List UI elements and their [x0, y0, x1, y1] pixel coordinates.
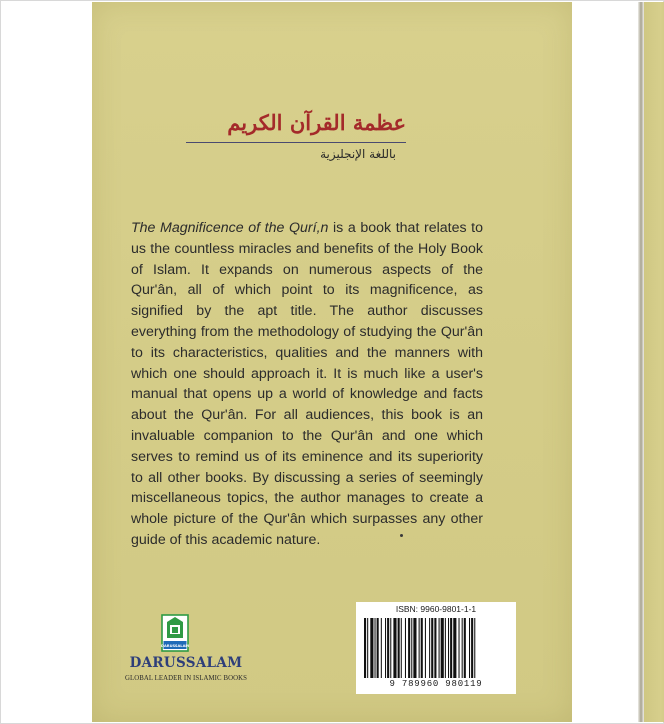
book-title-italic: The Magnificence of the Qurí,n	[131, 220, 329, 236]
barcode-bar	[471, 618, 473, 678]
barcode-bar	[413, 618, 416, 678]
ornament-dot	[400, 534, 403, 537]
barcode-bar	[387, 618, 389, 678]
arabic-subtitle: باللغة الإنجليزية	[320, 147, 396, 161]
barcode-bar	[381, 618, 382, 678]
barcode-bar	[364, 618, 366, 678]
barcode-bar	[421, 618, 423, 678]
barcode-bar	[462, 618, 463, 678]
barcode-bar	[405, 618, 406, 678]
barcode-bar	[429, 618, 430, 678]
barcode-bar	[398, 618, 400, 678]
description-text: is a book that relates to us the countless miracles and benefits of the Holy Book of Islam. It expands on numerous aspects of the Qur'ân, all of which point to its magnificence, as signified by the apt title. The author discusses everything from the methodology of studying the Qur'ân to its characteristics, qualities and the manners with which one should approach it. It is much like a user's manual that opens up a world of knowledge and facts about the Qur'ân. For all audiences, this book is an invaluable companion to the Qur'ân and one which serves to remind us of its eminence and its superiority to all other books. By discussing a series of seemingly miscellaneous topics, the author manages to create a whole picture of the Qur'ân which surpasses any other guide of this academic nature.	[131, 220, 483, 548]
barcode-bar	[425, 618, 426, 678]
arabic-title: عظمة القرآن الكريم	[227, 110, 406, 135]
publisher-name: DARUSSALAM	[129, 655, 243, 671]
barcode-bar	[441, 618, 444, 678]
barcode-bars	[364, 618, 508, 678]
barcode-bar	[469, 618, 470, 678]
publisher-tagline: GLOBAL LEADER IN ISLAMIC BOOKS	[124, 675, 248, 682]
barcode-digits: 9 789960 980119	[389, 679, 483, 689]
isbn-number: ISBN: 9960-9801-1-1	[395, 604, 477, 614]
barcode-bar	[431, 618, 433, 678]
barcode-bar	[390, 618, 391, 678]
barcode-bar	[377, 618, 379, 678]
barcode-bar	[401, 618, 402, 678]
darussalam-logo-icon	[161, 614, 189, 652]
barcode-bar	[445, 618, 446, 678]
book-spine	[644, 2, 664, 722]
barcode-bar	[375, 618, 376, 678]
barcode-bar	[459, 618, 460, 678]
barcode-bar	[408, 618, 410, 678]
barcode-bar	[439, 618, 440, 678]
barcode-bar	[464, 618, 466, 678]
book-description	[131, 218, 483, 551]
barcode-bar	[370, 618, 373, 678]
barcode-bar	[474, 618, 475, 678]
logo-text: DARUSSALAM	[161, 644, 189, 648]
barcode-bar	[450, 618, 452, 678]
barcode-bar	[393, 618, 396, 678]
title-divider	[186, 142, 406, 143]
barcode-bar	[434, 618, 436, 678]
barcode-label	[356, 602, 516, 694]
barcode-bar	[367, 618, 368, 678]
barcode-bar	[453, 618, 456, 678]
barcode-bar	[385, 618, 386, 678]
barcode-bar	[411, 618, 412, 678]
barcode-bar	[448, 618, 449, 678]
barcode-bar	[419, 618, 420, 678]
